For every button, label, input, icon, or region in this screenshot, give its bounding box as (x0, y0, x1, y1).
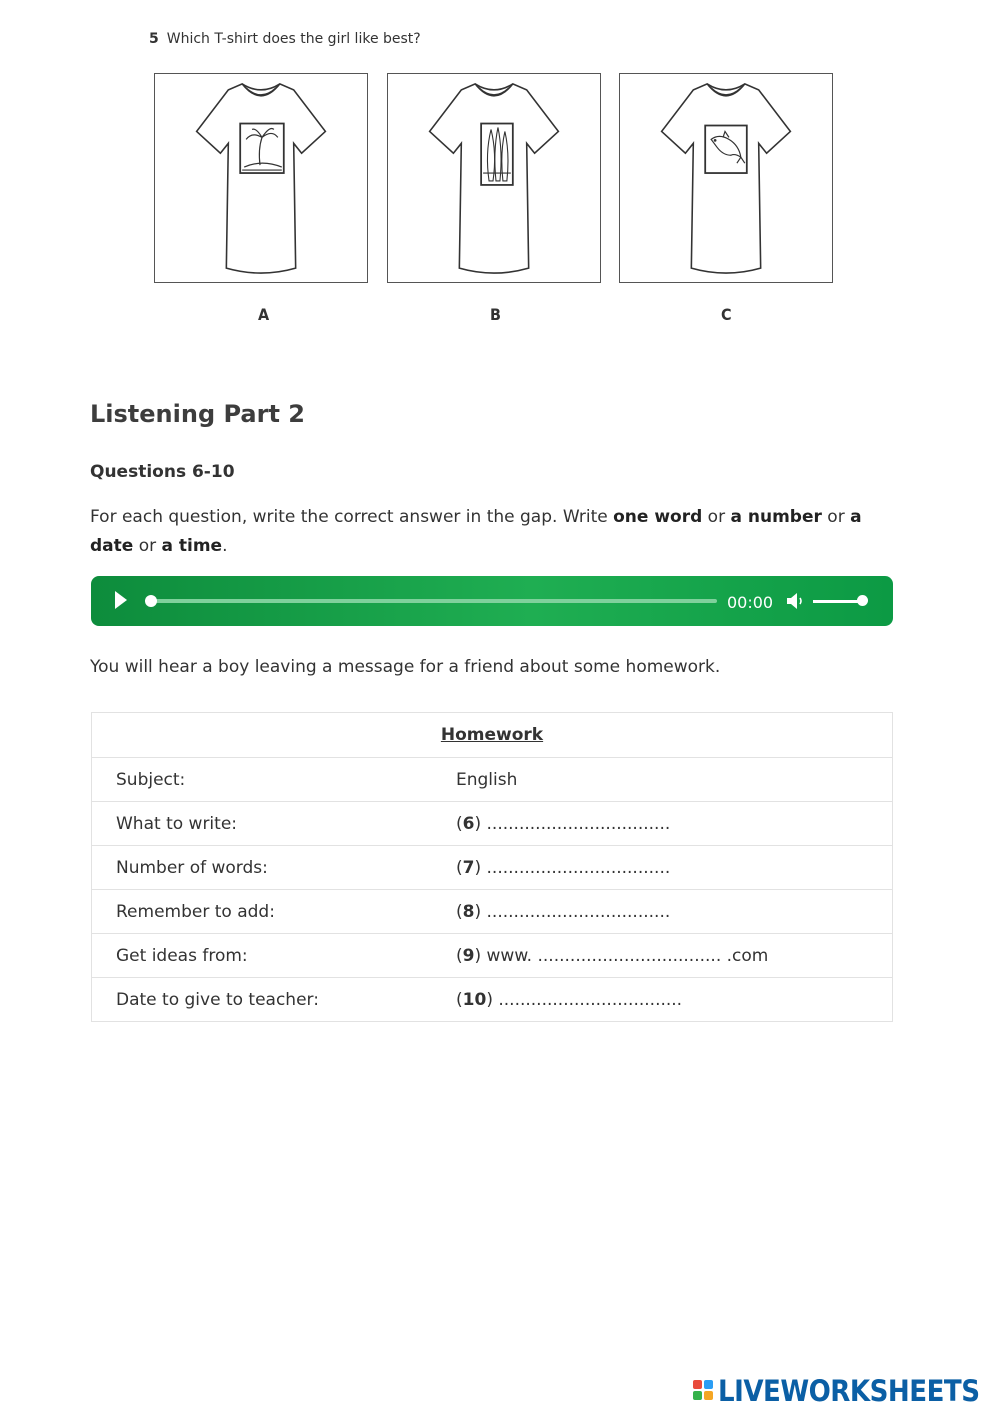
gap-number: 8 (462, 901, 475, 922)
volume-slider-track[interactable] (813, 600, 861, 603)
audio-progress-track[interactable] (147, 599, 717, 603)
audio-time: 00:00 (727, 593, 774, 612)
tshirt-icon (388, 74, 600, 282)
tshirt-label-b: B (490, 305, 501, 324)
instructions-bold: a time (161, 536, 223, 556)
instructions-text: or (821, 507, 851, 527)
table-header-row (92, 713, 893, 758)
question-number: 5 (149, 31, 159, 47)
answer-gap-7[interactable]: .................................. (486, 857, 671, 878)
logo-grid-icon (693, 1380, 713, 1400)
volume-slider-thumb[interactable] (857, 595, 868, 606)
tshirt-label-c: C (721, 305, 732, 324)
row-label: Get ideas from: (92, 934, 457, 978)
tshirt-label-a: A (258, 305, 270, 324)
row-label: Subject: (92, 758, 457, 802)
audio-progress-thumb[interactable] (145, 595, 157, 607)
table-row (92, 890, 893, 934)
answer-gap-9[interactable]: .................................. (537, 945, 722, 966)
instructions-bold: one word (613, 507, 703, 527)
row-label: Date to give to teacher: (92, 978, 457, 1022)
row-value: (7) .................................. (456, 846, 893, 890)
instructions-text: . (222, 536, 228, 556)
instructions (90, 503, 910, 561)
row-value: (6) .................................. (456, 802, 893, 846)
tshirt-icon (620, 74, 832, 282)
tshirt-option-c[interactable] (619, 73, 833, 283)
tshirt-option-b[interactable] (387, 73, 601, 283)
instructions-bold: a date (90, 507, 862, 556)
instructions-bold: a number (730, 507, 822, 527)
answer-gap-6[interactable]: .................................. (486, 813, 671, 834)
row-label: Remember to add: (92, 890, 457, 934)
homework-table (91, 712, 893, 1022)
gap-number: 6 (462, 813, 475, 834)
tshirt-option-a[interactable] (154, 73, 368, 283)
table-row (92, 934, 893, 978)
table-row (92, 802, 893, 846)
gap-number: 10 (462, 989, 487, 1010)
questions-label: Questions 6-10 (90, 462, 235, 482)
logo-square (693, 1380, 702, 1389)
row-label: Number of words: (92, 846, 457, 890)
instructions-text: or (702, 507, 731, 527)
volume-icon[interactable] (785, 590, 805, 612)
question-5 (149, 31, 421, 47)
table-row (92, 846, 893, 890)
tshirt-icon (155, 74, 367, 282)
answer-gap-10[interactable]: .................................. (498, 989, 683, 1010)
table-row (92, 758, 893, 802)
row-value: (9) www. .................................. .com (456, 934, 893, 978)
url-prefix: www. (486, 945, 533, 966)
gap-number: 7 (462, 857, 475, 878)
gap-number: 9 (462, 945, 475, 966)
url-suffix: .com (726, 945, 769, 966)
row-value: (10) .................................. (456, 978, 893, 1022)
table-title: Homework (92, 713, 893, 758)
audio-player (91, 576, 893, 626)
instructions-text: For each question, write the correct answer in the gap. Write (90, 507, 614, 527)
row-value: English (456, 758, 893, 802)
row-label: What to write: (92, 802, 457, 846)
logo-square (704, 1380, 713, 1389)
logo-square (693, 1391, 702, 1400)
instructions-text: or (133, 536, 162, 556)
answer-gap-8[interactable]: .................................. (486, 901, 671, 922)
section-title: Listening Part 2 (90, 400, 305, 428)
logo-square (704, 1391, 713, 1400)
table-row (92, 978, 893, 1022)
row-value: (8) .................................. (456, 890, 893, 934)
question-text: Which T-shirt does the girl like best? (166, 31, 421, 47)
play-icon[interactable] (115, 591, 127, 609)
task-description: You will hear a boy leaving a message for a friend about some homework. (90, 657, 721, 677)
logo-text: LIVEWORKSHEETS (718, 1374, 980, 1408)
